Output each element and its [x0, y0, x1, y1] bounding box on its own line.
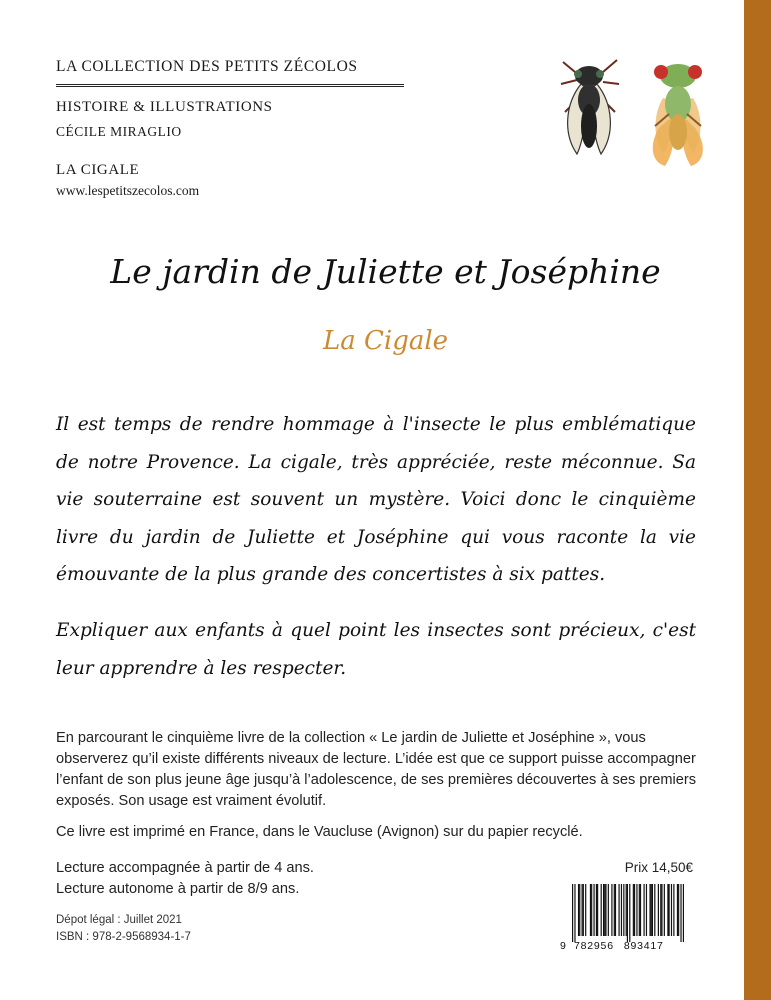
header-block [56, 58, 404, 199]
reading-level-guided: Lecture accompagnée à partir de 4 ans. [56, 860, 314, 876]
barcode-bar [604, 884, 605, 936]
barcode-bar [608, 884, 609, 936]
barcode-bar [643, 884, 644, 936]
barcode-bar [660, 884, 661, 936]
barcode-bar [677, 884, 678, 936]
book-spine [744, 0, 771, 1000]
barcode-bar [578, 884, 579, 936]
barcode-bar [596, 884, 597, 936]
barcode-bar [626, 884, 627, 936]
cicada-illustration [555, 54, 725, 170]
barcode-bar [579, 884, 580, 936]
barcode-group-2: 893417 [623, 940, 664, 952]
printing-note: Ce livre est imprimé en France, dans le Vaucluse (Avignon) sur du papier recyclé. [56, 824, 583, 840]
volume-title: LA CIGALE [56, 162, 140, 178]
barcode-bar [671, 884, 672, 936]
barcode-bar [658, 884, 659, 936]
barcode-bar [669, 884, 670, 936]
barcode-bar [605, 884, 606, 936]
barcode-bar [582, 884, 583, 936]
description-paragraph: En parcourant le cinquième livre de la collection « Le jardin de Juliette et Joséphine », vous observerez qu’il existe différents niveaux de lecture. L’idée est que ce support puisse accompagner l’enfant de son plus jeune âge jusqu’à l’adolescence, de ses premières découvertes à ses premiers exposés. Son usage est vraiment évolutif. [56, 730, 697, 809]
barcode-bar [618, 884, 619, 936]
message-paragraph: Expliquer aux enfants à quel point les insectes sont précieux, c'est leur apprendre à les respecter. [56, 620, 696, 679]
green-cicada-icon [653, 64, 703, 166]
barcode-bar [603, 884, 604, 936]
credits-heading: HISTOIRE & ILLUSTRATIONS [56, 99, 273, 115]
barcode-bar [585, 884, 586, 936]
barcode-bar [629, 884, 630, 942]
legal-info [56, 912, 356, 946]
barcode-bar [572, 884, 573, 942]
barcode-bar [583, 884, 584, 936]
barcode-image [572, 884, 684, 942]
barcode-bar [611, 884, 612, 936]
reading-level-autonomous: Lecture autonome à partir de 8/9 ans. [56, 881, 300, 897]
book-title: Le jardin de Juliette et Joséphine [110, 252, 661, 291]
website-link: www.lespetitszecolos.com [56, 183, 200, 198]
barcode-bar [664, 884, 665, 936]
barcode-bar [652, 884, 653, 936]
barcode-bar [680, 884, 681, 942]
barcode-bar [590, 884, 591, 936]
collection-name: LA COLLECTION DES PETITS ZÉCOLOS [56, 58, 404, 87]
barcode-bar [591, 884, 592, 936]
price-label: Prix 14,50€ [624, 860, 693, 875]
barcode-bar [640, 884, 641, 936]
barcode-bar [601, 884, 602, 936]
barcode-bar [649, 884, 650, 936]
intro-paragraph: Il est temps de rendre hommage à l'insecte le plus emblématique de notre Provence. La cigale, très appréciée, reste méconnue. Sa vie souterraine est souvent un mystère. Voici donc le cinquième livre du jardin de Juliette et Joséphine qui vous raconte la vie émouvante de la plus grande des concertistes à six pattes. [56, 414, 696, 585]
barcode-bar [651, 884, 652, 936]
barcode-block [560, 880, 694, 970]
isbn: ISBN : 978-2-9568934-1-7 [56, 931, 191, 943]
barcode-bar [678, 884, 679, 936]
barcode-bar [633, 884, 634, 936]
barcode-bar [593, 884, 594, 936]
barcode-bar [673, 884, 674, 936]
barcode-bar [627, 884, 628, 942]
book-subtitle: La Cigale [322, 326, 449, 356]
barcode-bar [639, 884, 640, 936]
barcode-bar [683, 884, 684, 942]
barcode-bar [646, 884, 647, 936]
black-cicada-icon [561, 60, 619, 154]
barcode-digits [574, 940, 684, 952]
barcode-bar [621, 884, 622, 936]
barcode-bar [615, 884, 616, 936]
barcode-bar [661, 884, 662, 936]
barcode-first-digit: 9 [560, 940, 566, 952]
legal-deposit: Dépot légal : Juillet 2021 [56, 914, 182, 926]
barcode-bar [667, 884, 668, 936]
barcode-group-1: 782956 [574, 940, 614, 952]
barcode-bar [654, 884, 655, 936]
barcode-bar [623, 884, 624, 936]
barcode-bar [574, 884, 575, 942]
author-name: CÉCILE MIRAGLIO [56, 124, 182, 139]
barcode-bar [614, 884, 615, 936]
barcode-bar [636, 884, 637, 936]
barcode-bar [634, 884, 635, 936]
barcode-bar [597, 884, 598, 936]
